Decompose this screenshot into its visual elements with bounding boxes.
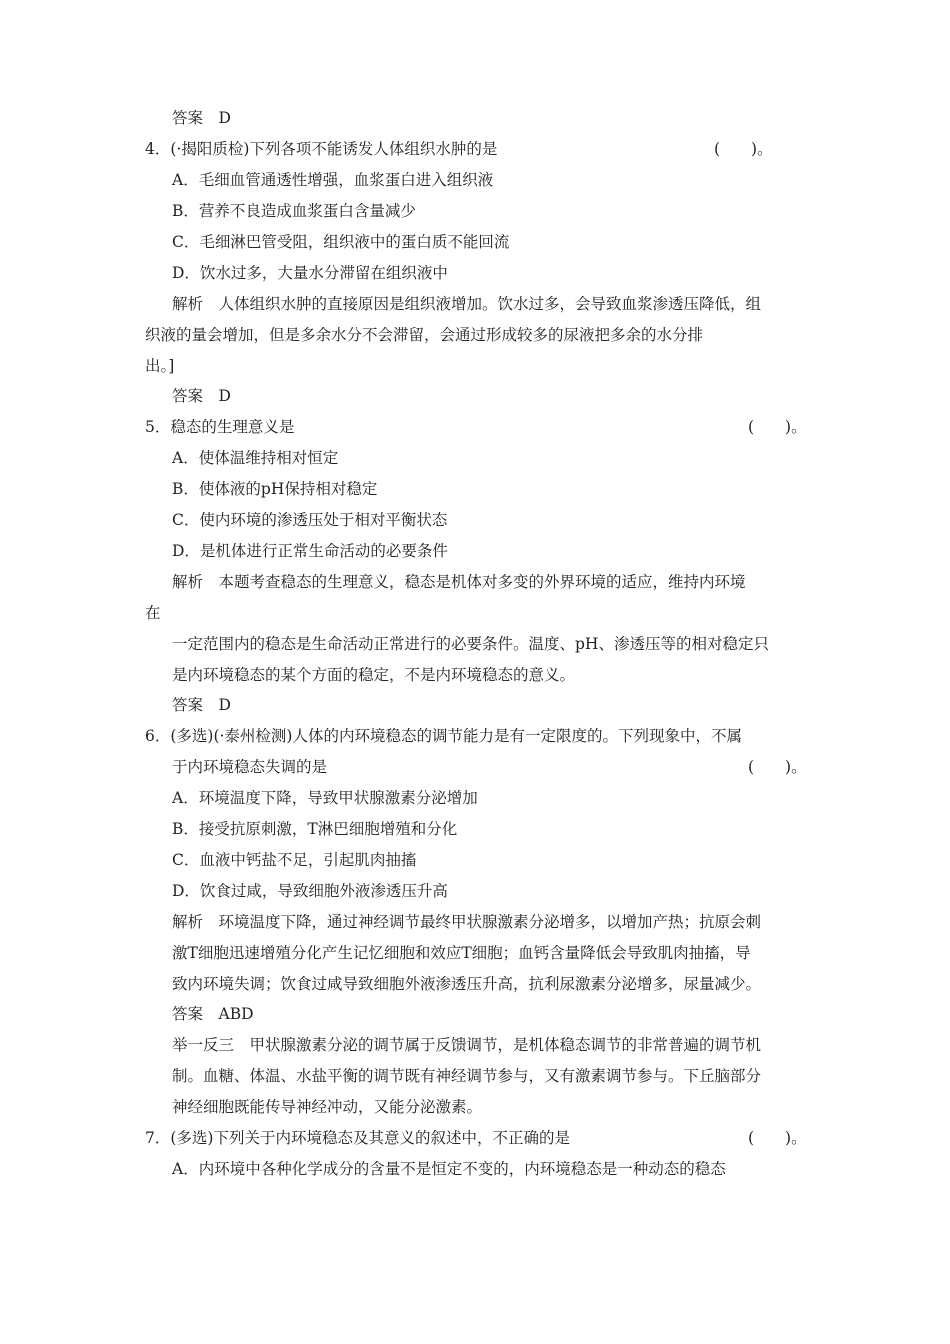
text-line: A．内环境中各种化学成分的含量不是恒定不变的，内环境稳态是一种动态的稳态: [172, 1160, 726, 1178]
text-line: B．营养不良造成血浆蛋白含量减少: [172, 202, 416, 220]
answer-bracket: ( )。: [748, 758, 807, 776]
text-line: C．毛细淋巴管受阻，组织液中的蛋白质不能回流: [172, 233, 510, 251]
text-line: 解析 本题考查稳态的生理意义，稳态是机体对多变的外界环境的适应，维持内环境: [172, 573, 746, 591]
text-line: A．毛细血管通透性增强，血浆蛋白进入组织液: [172, 171, 494, 189]
text-line: 是内环境稳态的某个方面的稳定，不是内环境稳态的意义。: [172, 666, 576, 684]
text-line: 解析 环境温度下降，通过神经调节最终甲状腺激素分泌增多，以增加产热；抗原会刺: [172, 913, 762, 931]
text-line: 答案 D: [172, 387, 231, 405]
text-line: D．是机体进行正常生命活动的必要条件: [172, 542, 448, 560]
text-line: 解析 人体组织水肿的直接原因是组织液增加。饮水过多，会导致血浆渗透压降低，组: [172, 295, 762, 313]
text-line: 激T细胞迅速增殖分化产生记忆细胞和效应T细胞；血钙含量降低会导致肌肉抽搐，导: [172, 944, 751, 962]
text-line: B．使体液的pH保持相对稳定: [172, 480, 378, 498]
text-line: 答案 ABD: [172, 1005, 254, 1023]
text-line: B．接受抗原刺激，T淋巴细胞增殖和分化: [172, 820, 458, 838]
text-line: 答案 D: [172, 109, 231, 127]
text-line: 举一反三 甲状腺激素分泌的调节属于反馈调节，是机体稳态调节的非常普遍的调节机: [172, 1036, 762, 1054]
text-line: A．使体温维持相对恒定: [172, 449, 339, 467]
text-line: 6．(多选)(·泰州检测)人体的内环境稳态的调节能力是有一定限度的。下列现象中，不属: [145, 727, 742, 745]
answer-bracket: ( )。: [748, 418, 807, 436]
text-line: 制。血糖、体温、水盐平衡的调节既有神经调节参与，又有激素调节参与。下丘脑部分: [172, 1067, 762, 1085]
text-line: 出。]: [145, 357, 175, 375]
text-line: 5．稳态的生理意义是: [145, 418, 295, 436]
text-line: D．饮水过多，大量水分滞留在组织液中: [172, 264, 448, 282]
text-line: 4．(·揭阳质检)下列各项不能诱发人体组织水肿的是: [145, 140, 498, 158]
text-line: 织液的量会增加，但是多余水分不会滞留，会通过形成较多的尿液把多余的水分排: [145, 326, 704, 344]
text-line: 在: [145, 604, 161, 622]
answer-bracket: ( )。: [714, 140, 773, 158]
text-line: D．饮食过咸，导致细胞外液渗透压升高: [172, 882, 448, 900]
text-line: 致内环境失调；饮食过咸导致细胞外液渗透压升高，抗利尿激素分泌增多，尿量减少。: [172, 975, 762, 993]
text-line: A．环境温度下降，导致甲状腺激素分泌增加: [172, 789, 478, 807]
text-line: 答案 D: [172, 696, 231, 714]
text-line: 一定范围内的稳态是生命活动正常进行的必要条件。温度、pH、渗透压等的相对稳定只: [172, 635, 769, 653]
text-line: 7．(多选)下列关于内环境稳态及其意义的叙述中，不正确的是: [145, 1129, 570, 1147]
text-line: 于内环境稳态失调的是: [172, 758, 328, 776]
answer-bracket: ( )。: [748, 1129, 807, 1147]
text-line: C．使内环境的渗透压处于相对平衡状态: [172, 511, 448, 529]
text-line: C．血液中钙盐不足，引起肌肉抽搐: [172, 851, 417, 869]
text-line: 神经细胞既能传导神经冲动，又能分泌激素。: [172, 1098, 483, 1116]
